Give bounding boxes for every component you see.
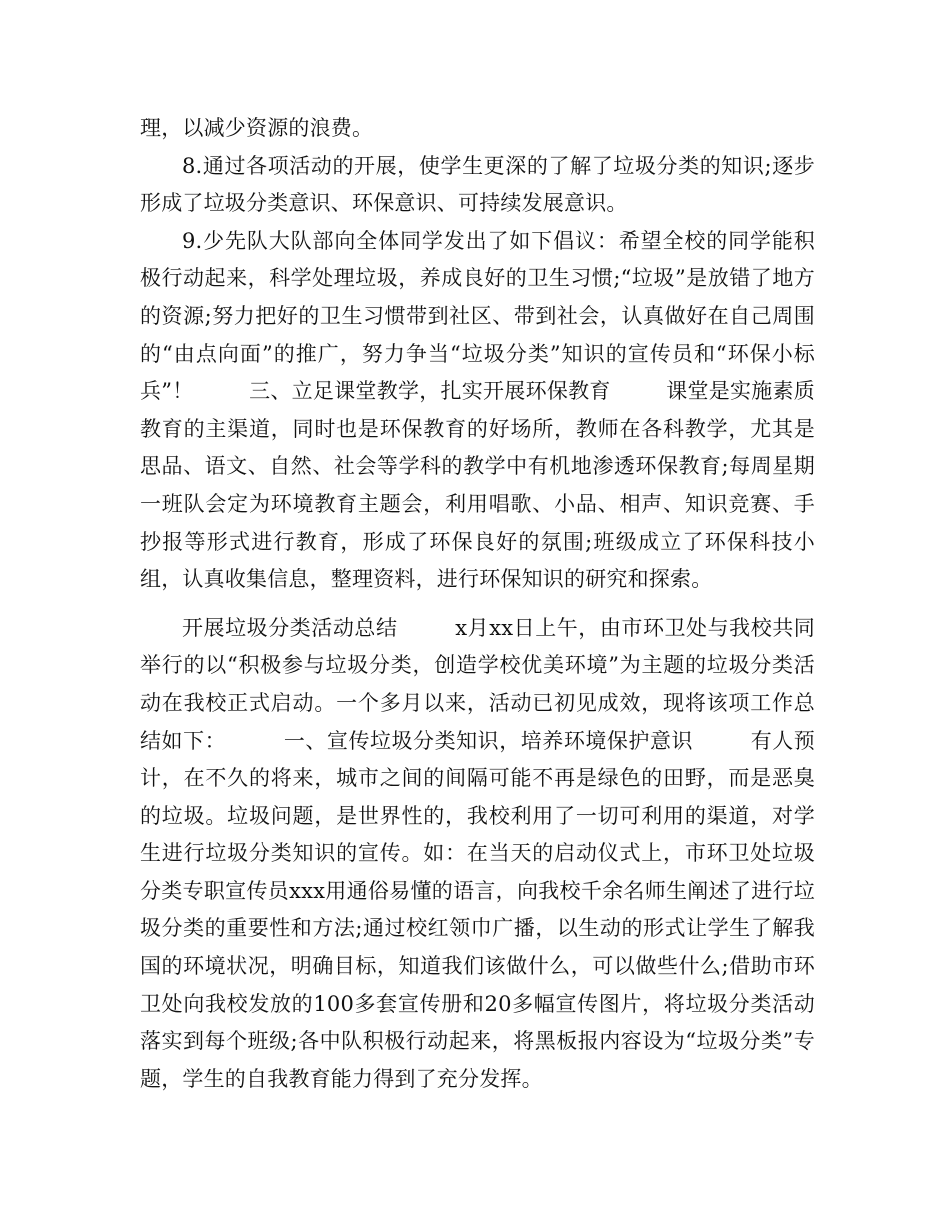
paragraph-summary: 开展垃圾分类活动总结 x月xx日上午，由市环卫处与我校共同举行的以“积极参与垃圾分类，创造学校优美环境”为主题的垃圾分类活动在我校正式启动。一个多月以来，活动已初见成效，现将该项工作总结如下： 一、宣传垃圾分类知识，培养环境保护意识 有人预计，在不久的将来，城市之间的间隔可能不再是绿色的田野，而是恶臭的垃圾。垃圾问题，是世界性的，我校利用了一切可利用的渠道，对学生进行垃圾分类知识的宣传。如：在当天的启动仪式上，市环卫处垃圾分类专职宣传员xxx用通俗易懂的语言，向我校千余名师生阐述了进行垃圾分类的重要性和方法;通过校红领巾广播，以生动的形式让学生了解我国的环境状况，明确目标，知道我们该做什么，可以做些什么;借助市环卫处向我校发放的100多套宣传册和20多幅宣传图片，将垃圾分类活动落实到每个班级;各中队积极行动起来，将黑板报内容设为“垃圾分类”专题，学生的自我教育能力得到了充分发挥。	[140, 615, 815, 1091]
document-body	[140, 110, 815, 1098]
paragraph-continuation: 理，以减少资源的浪费。	[140, 116, 374, 140]
paragraph-item-9: 9.少先队大队部向全体同学发出了如下倡议：希望全校的同学能积极行动起来，科学处理垃圾，养成良好的卫生习惯;“垃圾”是放错了地方的资源;努力把好的卫生习惯带到社区、带到社会，认真做好在自己周围的“由点向面”的推广，努力争当“垃圾分类”知识的宣传员和“环保小标兵”！ 三、立足课堂教学，扎实开展环保教育 课堂是实施素质教育的主渠道，同时也是环保教育的好场所，教师在各科教学，尤其是思品、语文、自然、社会等学科的教学中有机地渗透环保教育;每周星期一班队会定为环境教育主题会，利用唱歌、小品、相声、知识竞赛、手抄报等形式进行教育，形成了环保良好的氛围;班级成立了环保科技小组，认真收集信息，整理资料，进行环保知识的研究和探索。	[140, 228, 815, 592]
paragraph-item-8: 8.通过各项活动的开展，使学生更深的了解了垃圾分类的知识;逐步形成了垃圾分类意识、环保意识、可持续发展意识。	[140, 153, 815, 216]
